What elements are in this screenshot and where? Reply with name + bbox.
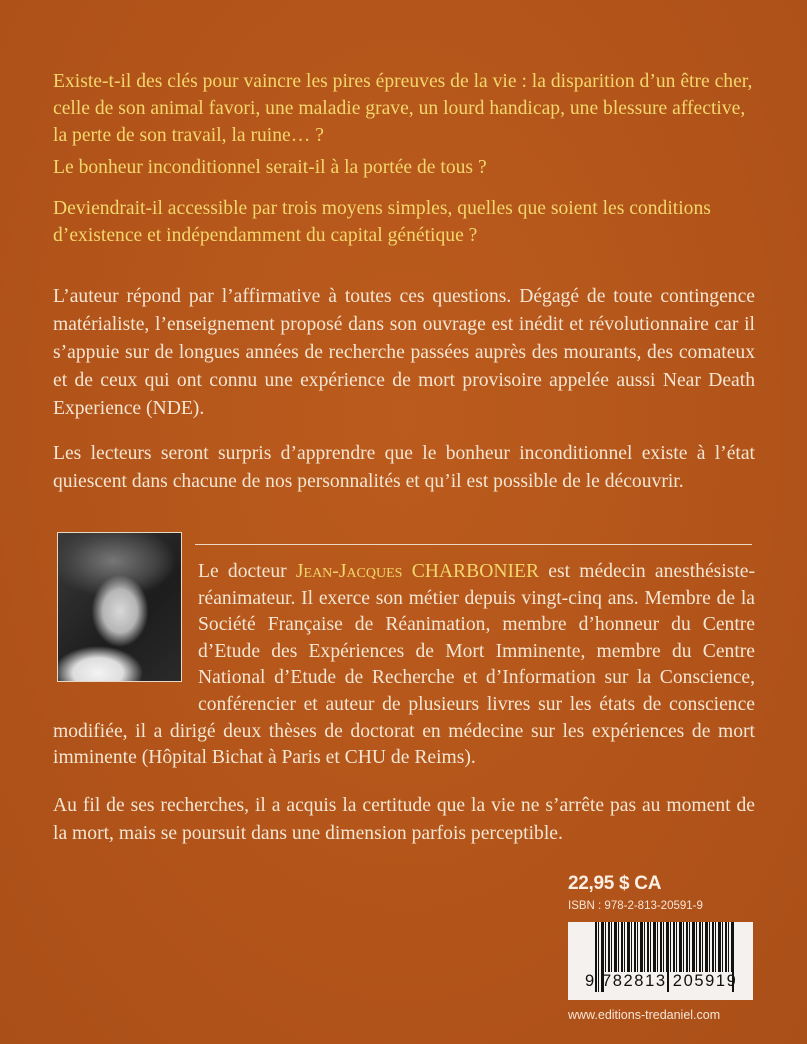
paragraph-author-answer: L’auteur répond par l’affirmative à toutes ces questions. Dégagé de toute contingence matérialiste, l’enseignement proposé dans son ouvrage est inédit et révolutionnaire car il s’appuie sur de longues années de recherche passées auprès des mourants, des comateux et de ceux qui ont connu une expérience de mort provisoire appelée aussi Near Death Experience (NDE). (53, 286, 755, 419)
question-3: Deviendrait-il accessible par trois moyens simples, quelles que soient les conditions d’existence et indépendamment du capital génétique ? (53, 198, 711, 246)
question-1: Existe-t-il des clés pour vaincre les pires épreuves de la vie : la disparition d’un être cher, celle de son animal favori, une maladie grave, un lourd handicap, une blessure affective, la perte de son travail, la ruine… ? (53, 71, 753, 146)
author-bio (53, 559, 755, 772)
author-first-name: Jean-Jacques (295, 561, 403, 582)
author-last-name: CHARBONIER (411, 561, 540, 582)
closing-paragraph: Au fil de ses recherches, il a acquis la certitude que la vie ne s’arrête pas au moment de la mort, mais se poursuit dans une dimension parfois perceptible. (53, 795, 755, 844)
publisher-website: www.editions-tredaniel.com (568, 1008, 721, 1022)
question-2: Le bonheur inconditionnel serait-il à la portée de tous ? (53, 157, 487, 178)
price-label: 22,95 $ CA (568, 873, 662, 894)
isbn-label: ISBN : 978-2-813-20591-9 (568, 900, 703, 912)
barcode (568, 922, 753, 1000)
divider-rule (195, 544, 752, 545)
barcode-number: 9 782813 205919 (585, 972, 738, 990)
paragraph-readers: Les lecteurs seront surpris d’apprendre que le bonheur inconditionnel existe à l’état quiescent dans chacune de nos personnalités et qu’il est possible de le découvrir. (53, 443, 755, 492)
author-name (296, 561, 539, 582)
bio-intro: Le docteur (198, 561, 296, 582)
bio-text: est médecin anesthésiste-réanimateur. Il exerce son métier depuis vingt-cinq ans. Membre de la Société Française de Réanimation, membre d’honneur du Centre d’Etude des Expériences de Mort Imminente, membre du Centre National d’Etude de Recherche et d’Information sur la Conscience, conférencier et auteur de plusieurs livres sur les états de conscience modifiée, il a dirigé deux thèses de doctorat en médecine sur les expériences de mort imminente (Hôpital Bichat à Paris et CHU de Reims). (53, 561, 755, 769)
